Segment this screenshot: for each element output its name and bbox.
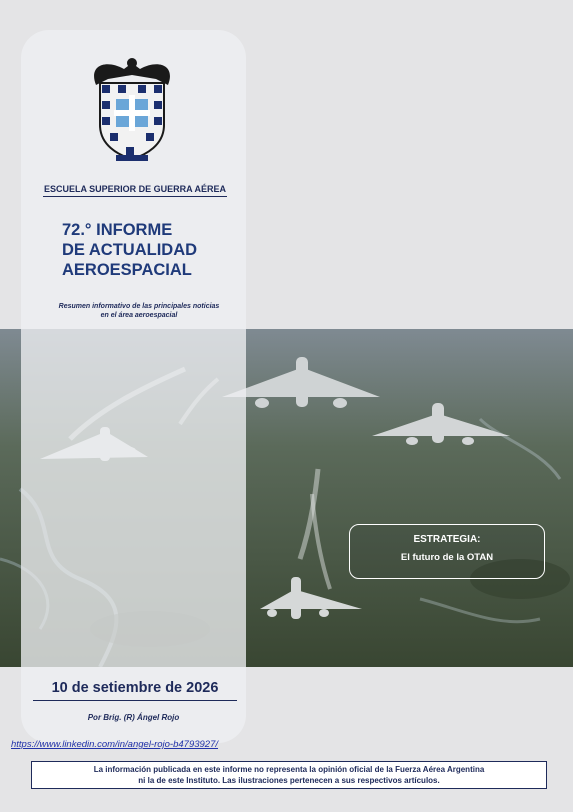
disclaimer-box — [31, 761, 547, 789]
report-title-line: AEROESPACIAL — [62, 261, 192, 279]
feature-subtitle: El futuro de la OTAN — [400, 552, 494, 563]
report-title-line: DE ACTUALIDAD — [62, 241, 198, 259]
feature-strategy-box — [349, 524, 545, 579]
report-summary-line: Resumen informativo de las principales noticias — [58, 303, 220, 310]
disclaimer-line: La información publicada en este informe no representa la opinión oficial de la Fuerza Aérea Argentina — [93, 765, 485, 774]
report-author: Por Brig. (R) Ángel Rojo — [87, 713, 180, 722]
report-date: 10 de setiembre de 2026 — [33, 680, 237, 701]
author-linkedin-link[interactable]: https://www.linkedin.com/in/angel-rojo-b4793927/ — [11, 739, 219, 750]
disclaimer-line: ni la de este Instituto. Las ilustraciones pertenecen a sus respectivos artículos. — [138, 776, 440, 785]
report-title — [62, 220, 232, 280]
report-summary — [44, 302, 234, 320]
report-summary-line: en el área aeroespacial — [100, 312, 178, 319]
feature-heading: ESTRATEGIA: — [413, 534, 481, 545]
school-name: ESCUELA SUPERIOR DE GUERRA AÉREA — [43, 184, 227, 197]
eagle-crest-icon — [86, 55, 178, 167]
report-title-line: 72.° INFORME — [62, 221, 173, 239]
